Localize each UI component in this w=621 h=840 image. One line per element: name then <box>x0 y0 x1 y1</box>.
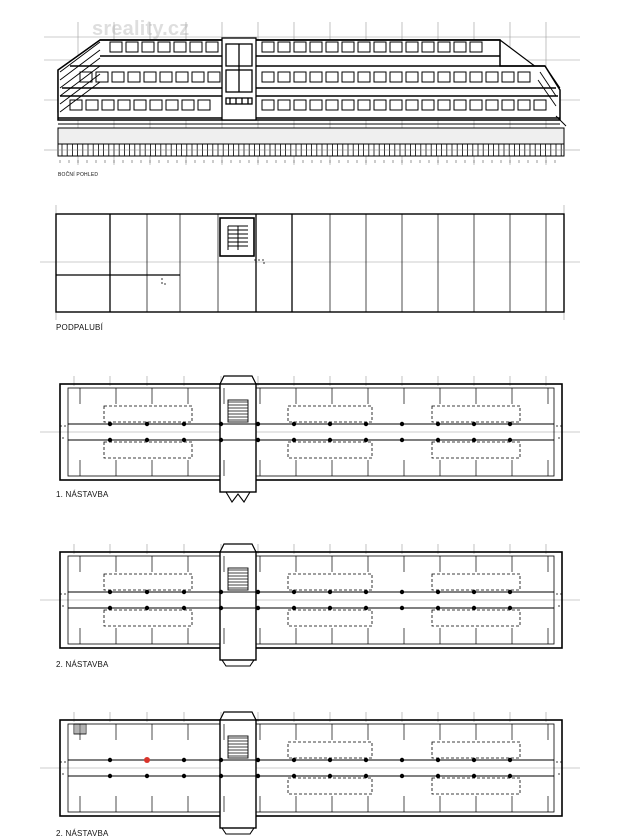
column-dot <box>436 774 440 778</box>
cabin-group <box>288 574 372 590</box>
column-dot <box>256 758 260 762</box>
column-dot <box>219 606 223 610</box>
cabin-group <box>432 574 520 590</box>
cabin-group <box>104 442 192 458</box>
hull <box>58 128 564 144</box>
basement-stair <box>220 218 254 256</box>
side-elevation <box>44 22 580 165</box>
basement-plan <box>40 205 580 320</box>
column-dot <box>182 774 186 778</box>
watermark: sreality.cz <box>92 18 190 40</box>
column-dot <box>108 774 112 778</box>
column-dot <box>508 422 512 426</box>
basement-outline <box>56 214 564 312</box>
column-dot <box>364 422 368 426</box>
column-dot <box>219 758 223 762</box>
cabin-group <box>104 406 192 422</box>
column-dot <box>436 606 440 610</box>
column-dot <box>328 758 332 762</box>
stair-tail <box>222 660 254 666</box>
column-dot <box>182 422 186 426</box>
cabin-group <box>288 742 372 758</box>
deck2-label: 2. NÁSTAVBA <box>56 660 109 669</box>
column-dot <box>145 422 149 426</box>
column-dot <box>145 590 149 594</box>
column-dot <box>292 438 296 442</box>
column-dot <box>256 774 260 778</box>
column-dot <box>256 590 260 594</box>
cabin-group <box>432 406 520 422</box>
column-dot <box>145 438 149 442</box>
deck3-label: 2. NÁSTAVBA <box>56 829 109 838</box>
stair-tail <box>222 828 254 834</box>
column-dot <box>182 758 186 762</box>
stair-roof <box>220 544 256 552</box>
cabin-group <box>432 742 520 758</box>
basement-label: PODPALUBÍ <box>56 323 103 332</box>
deck3-plan <box>40 712 580 834</box>
column-dot <box>256 422 260 426</box>
column-dot <box>400 774 404 778</box>
column-dot <box>400 606 404 610</box>
column-dot <box>108 606 112 610</box>
column-dot <box>108 422 112 426</box>
column-dot <box>292 606 296 610</box>
cabin-group <box>432 442 520 458</box>
stair-roof <box>220 712 256 720</box>
cabin-group <box>288 610 372 626</box>
location-marker <box>144 757 150 763</box>
cabin-group <box>104 610 192 626</box>
column-dot <box>436 422 440 426</box>
deck1-label: 1. NÁSTAVBA <box>56 490 109 499</box>
column-dot <box>364 758 368 762</box>
column-dot <box>292 758 296 762</box>
column-dot <box>292 590 296 594</box>
deck2-plan <box>40 544 580 666</box>
column-dot <box>145 774 149 778</box>
side-view-label: BOČNÍ POHLED <box>58 172 99 178</box>
column-dot <box>292 422 296 426</box>
cabin-group <box>288 442 372 458</box>
column-dot <box>472 422 476 426</box>
column-dot <box>508 438 512 442</box>
column-dot <box>472 758 476 762</box>
column-dot <box>219 774 223 778</box>
column-dot <box>508 758 512 762</box>
column-dot <box>328 422 332 426</box>
column-dot <box>400 758 404 762</box>
deck1-plan <box>40 376 580 502</box>
column-dot <box>182 590 186 594</box>
column-dot <box>400 422 404 426</box>
cabin-group <box>432 610 520 626</box>
column-dot <box>508 590 512 594</box>
cabin-group <box>432 778 520 794</box>
column-dot <box>108 590 112 594</box>
column-dot <box>472 590 476 594</box>
column-dot <box>400 590 404 594</box>
column-dot <box>292 774 296 778</box>
stair-tail <box>226 492 250 502</box>
cabin-group <box>104 574 192 590</box>
column-dot <box>436 758 440 762</box>
column-dot <box>472 774 476 778</box>
column-dot <box>400 438 404 442</box>
column-dot <box>108 438 112 442</box>
stair-tower <box>222 38 256 120</box>
column-dot <box>256 606 260 610</box>
column-dot <box>436 590 440 594</box>
cabin-group <box>288 778 372 794</box>
column-dot <box>472 606 476 610</box>
column-dot <box>145 606 149 610</box>
column-dot <box>328 774 332 778</box>
cabin-group <box>288 406 372 422</box>
column-dot <box>256 438 260 442</box>
column-dot <box>364 774 368 778</box>
column-dot <box>328 590 332 594</box>
column-dot <box>508 774 512 778</box>
column-dot <box>108 758 112 762</box>
column-dot <box>436 438 440 442</box>
column-dot <box>508 606 512 610</box>
column-dot <box>219 422 223 426</box>
column-dot <box>364 606 368 610</box>
column-dot <box>472 438 476 442</box>
stair-roof <box>220 376 256 384</box>
column-dot <box>364 438 368 442</box>
column-dot <box>219 590 223 594</box>
column-dot <box>328 606 332 610</box>
column-dot <box>219 438 223 442</box>
column-dot <box>182 438 186 442</box>
column-dot <box>364 590 368 594</box>
column-dot <box>182 606 186 610</box>
column-dot <box>328 438 332 442</box>
